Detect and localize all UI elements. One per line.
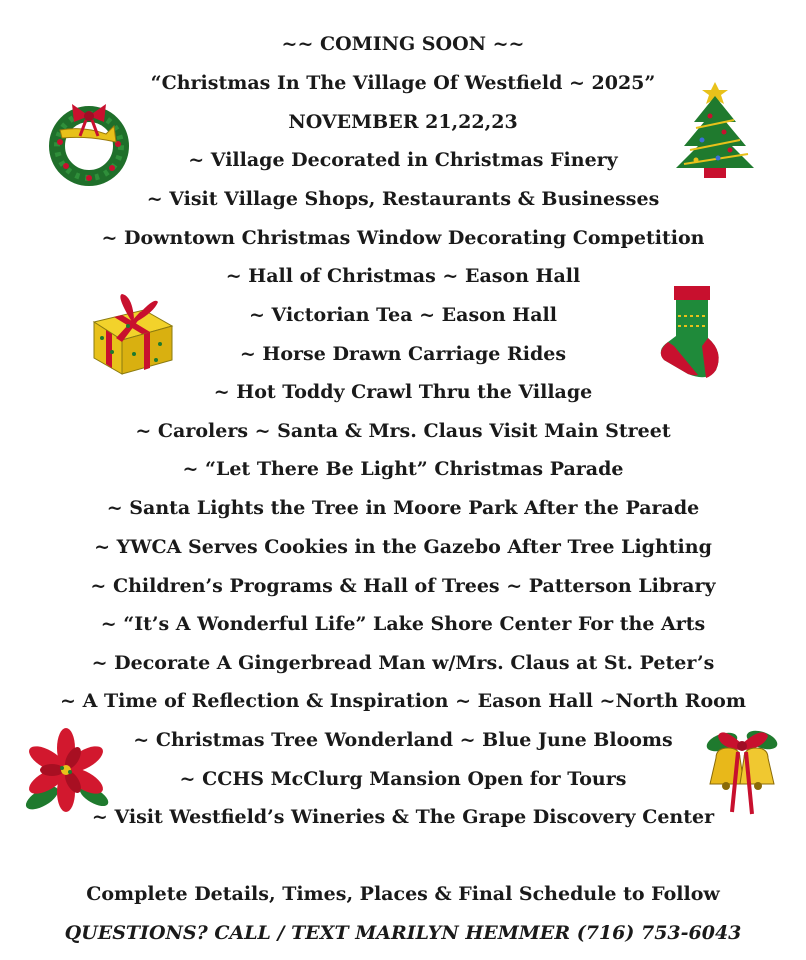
event-item: ~ “It’s A Wonderful Life” Lake Shore Center For the Arts [100, 613, 706, 635]
poinsettia-icon [20, 728, 112, 816]
christmas-tree-icon [672, 78, 758, 180]
details-note: Complete Details, Times, Places & Final Schedule to Follow [86, 883, 720, 905]
event-item: ~ Downtown Christmas Window Decorating Competition [101, 227, 705, 249]
event-item: ~ Village Decorated in Christmas Finery [188, 149, 618, 171]
stocking-icon [654, 276, 732, 384]
event-dates: NOVEMBER 21,22,23 [288, 111, 518, 133]
gift-box-icon [88, 282, 178, 378]
bells-icon [702, 722, 782, 816]
event-item: ~ Victorian Tea ~ Eason Hall [249, 304, 557, 326]
event-item: ~ Decorate A Gingerbread Man w/Mrs. Claus at St. Peter’s [91, 652, 715, 674]
event-item: ~ A Time of Reflection & Inspiration ~ Eason Hall ~North Room [60, 690, 746, 712]
wreath-icon [44, 96, 134, 188]
event-item: ~ Visit Westfield’s Wineries & The Grape Discovery Center [91, 806, 715, 828]
event-item: ~ Christmas Tree Wonderland ~ Blue June Blooms [133, 729, 673, 751]
event-item: ~ CCHS McClurg Mansion Open for Tours [179, 768, 627, 790]
event-item: ~ Santa Lights the Tree in Moore Park After the Parade [106, 497, 700, 519]
event-item: ~ “Let There Be Light” Christmas Parade [182, 458, 624, 480]
contact-line: QUESTIONS? CALL / TEXT MARILYN HEMMER (716) 753-6043 [64, 922, 742, 944]
event-item: ~ YWCA Serves Cookies in the Gazebo After Tree Lighting [94, 536, 712, 558]
event-item: ~ Carolers ~ Santa & Mrs. Claus Visit Main Street [135, 420, 671, 442]
event-item: ~ Hall of Christmas ~ Eason Hall [225, 265, 581, 287]
event-item: ~ Horse Drawn Carriage Rides [239, 343, 567, 365]
event-item: ~ Visit Village Shops, Restaurants & Businesses [146, 188, 660, 210]
event-item: ~ Children’s Programs & Hall of Trees ~ Patterson Library [90, 575, 716, 597]
event-item: ~ Hot Toddy Crawl Thru the Village [213, 381, 593, 403]
event-title: “Christmas In The Village Of Westfield ~ 2025” [150, 72, 656, 94]
coming-soon-heading: ~~ COMING SOON ~~ [281, 33, 525, 55]
